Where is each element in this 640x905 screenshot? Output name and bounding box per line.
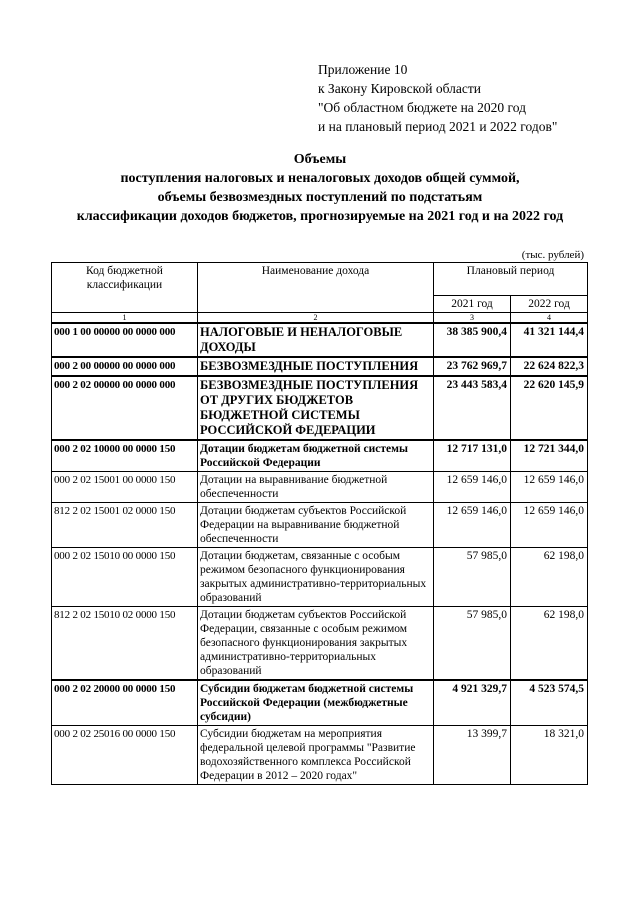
table-row	[52, 440, 588, 472]
column-numbers-row	[52, 313, 588, 324]
column-number: 4	[511, 313, 588, 324]
header-code: Код бюджетной классификации	[52, 263, 198, 313]
document-title	[40, 150, 600, 226]
row-name: Дотации на выравнивание бюджетной обеспеченности	[198, 472, 434, 503]
table-row	[52, 472, 588, 503]
header-year-2021: 2021 год	[434, 296, 511, 313]
row-value-2021: 23 762 969,7	[434, 357, 511, 376]
column-number: 2	[198, 313, 434, 324]
row-code: 000 2 02 15001 00 0000 150	[52, 472, 198, 503]
row-value-2022: 62 198,0	[511, 607, 588, 681]
row-name: БЕЗВОЗМЕЗДНЫЕ ПОСТУПЛЕНИЯ	[198, 357, 434, 376]
row-code: 000 2 00 00000 00 0000 000	[52, 357, 198, 376]
table-row	[52, 323, 588, 357]
title-line: поступления налоговых и неналоговых доходов общей суммой,	[120, 171, 520, 186]
row-value-2022: 18 321,0	[511, 726, 588, 785]
row-value-2022: 4 523 574,5	[511, 680, 588, 726]
row-code: 000 2 02 00000 00 0000 000	[52, 376, 198, 440]
units-note: (тыс. рублей)	[521, 249, 584, 261]
table-row	[52, 607, 588, 681]
row-value-2022: 12 659 146,0	[511, 472, 588, 503]
row-name: НАЛОГОВЫЕ И НЕНАЛОГОВЫЕ ДОХОДЫ	[198, 323, 434, 357]
row-value-2021: 13 399,7	[434, 726, 511, 785]
table-row	[52, 376, 588, 440]
header-name: Наименование дохода	[198, 263, 434, 313]
appendix-line: к Закону Кировской области	[318, 81, 482, 96]
row-value-2022: 41 321 144,4	[511, 323, 588, 357]
row-name: Субсидии бюджетам бюджетной системы Российской Федерации (межбюджетные субсидии)	[198, 680, 434, 726]
row-name: БЕЗВОЗМЕЗДНЫЕ ПОСТУПЛЕНИЯ ОТ ДРУГИХ БЮДЖЕТОВ БЮДЖЕТНОЙ СИСТЕМЫ РОССИЙСКОЙ ФЕДЕРАЦИИ	[198, 376, 434, 440]
row-value-2021: 4 921 329,7	[434, 680, 511, 726]
row-code: 000 1 00 00000 00 0000 000	[52, 323, 198, 357]
row-value-2021: 12 659 146,0	[434, 503, 511, 548]
title-line: объемы безвозмездных поступлений по подстатьям	[157, 190, 483, 205]
row-code: 812 2 02 15010 02 0000 150	[52, 607, 198, 681]
table-row	[52, 548, 588, 607]
row-value-2021: 38 385 900,4	[434, 323, 511, 357]
header-period: Плановый период	[434, 263, 588, 296]
row-code: 000 2 02 25016 00 0000 150	[52, 726, 198, 785]
row-value-2022: 62 198,0	[511, 548, 588, 607]
row-value-2022: 22 624 822,3	[511, 357, 588, 376]
header-year-2022: 2022 год	[511, 296, 588, 313]
appendix-line: Приложение 10	[318, 62, 408, 77]
row-name: Дотации бюджетам бюджетной системы Российской Федерации	[198, 440, 434, 472]
row-name: Дотации бюджетам субъектов Российской Федерации, связанные с особым режимом безопасного функционирования закрытых административно-территориальных образований	[198, 607, 434, 681]
table-row	[52, 726, 588, 785]
row-code: 812 2 02 15001 02 0000 150	[52, 503, 198, 548]
row-value-2022: 22 620 145,9	[511, 376, 588, 440]
row-value-2022: 12 659 146,0	[511, 503, 588, 548]
row-name: Субсидии бюджетам на мероприятия федеральной целевой программы "Развитие водохозяйственного комплекса Российской Федерации в 2012 – 2020 годах"	[198, 726, 434, 785]
row-value-2021: 23 443 583,4	[434, 376, 511, 440]
row-name: Дотации бюджетам субъектов Российской Федерации на выравнивание бюджетной обеспеченности	[198, 503, 434, 548]
row-code: 000 2 02 15010 00 0000 150	[52, 548, 198, 607]
row-value-2021: 57 985,0	[434, 548, 511, 607]
row-value-2021: 57 985,0	[434, 607, 511, 681]
row-value-2021: 12 717 131,0	[434, 440, 511, 472]
appendix-block	[318, 60, 557, 136]
title-line: классификации доходов бюджетов, прогнозируемые на 2021 год и на 2022 год	[76, 209, 564, 224]
column-number: 1	[52, 313, 198, 324]
table-row	[52, 357, 588, 376]
table-row	[52, 680, 588, 726]
row-code: 000 2 02 10000 00 0000 150	[52, 440, 198, 472]
budget-table	[51, 262, 588, 785]
row-code: 000 2 02 20000 00 0000 150	[52, 680, 198, 726]
row-value-2022: 12 721 344,0	[511, 440, 588, 472]
title-line: Объемы	[293, 152, 347, 167]
appendix-line: "Об областном бюджете на 2020 год	[318, 100, 526, 115]
column-number: 3	[434, 313, 511, 324]
row-value-2021: 12 659 146,0	[434, 472, 511, 503]
appendix-line: и на плановый период 2021 и 2022 годов"	[318, 119, 558, 134]
row-name: Дотации бюджетам, связанные с особым режимом безопасного функционирования закрытых административно-территориальных образований	[198, 548, 434, 607]
table-row	[52, 503, 588, 548]
header-row	[52, 263, 588, 296]
